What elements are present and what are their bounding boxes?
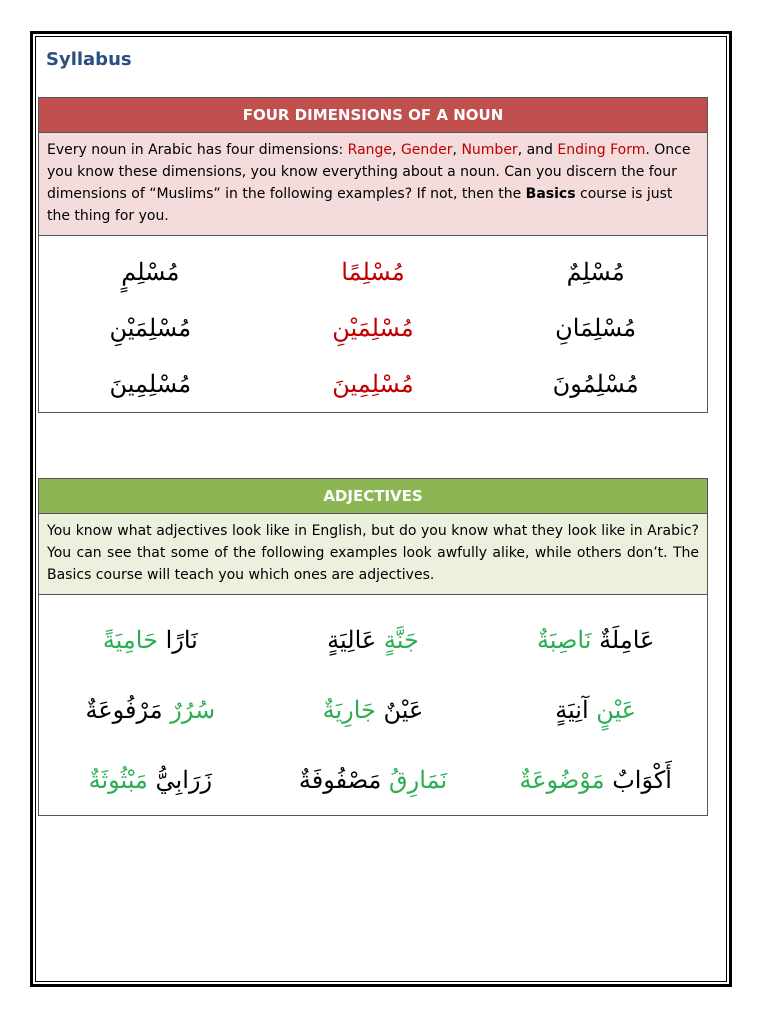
noun-text-sep: , <box>452 142 462 158</box>
example-word: عَامِلَةٌ <box>599 626 655 654</box>
basics-term: Basics <box>525 186 576 202</box>
highlighted-word: مَبْثُوثَةٌ <box>88 766 148 794</box>
gender-term: Gender <box>400 142 453 158</box>
highlighted-word: نَاصِبَةٌ <box>536 626 592 654</box>
highlighted-word: نَمَارِقُ <box>389 766 448 794</box>
noun-dimensions-section <box>38 97 708 413</box>
number-term: Number <box>461 142 518 158</box>
noun-example: مُسْلِمِينَ <box>109 370 192 398</box>
example-word: نَارًا <box>165 626 198 654</box>
highlighted-word: جَنَّةٍ <box>383 626 419 654</box>
adjective-example <box>484 605 707 675</box>
adjective-example <box>39 675 262 745</box>
adjective-example <box>262 745 485 815</box>
highlighted-word: جَارِيَةٌ <box>322 696 376 724</box>
highlighted-word: سُرُرٌ <box>170 696 216 724</box>
noun-section-description <box>39 133 707 236</box>
adjectives-section-header: ADJECTIVES <box>39 479 707 514</box>
example-word: عَالِيَةٍ <box>327 626 377 654</box>
noun-text-sep: , and <box>517 142 558 158</box>
noun-example: مُسْلِمِينَ <box>332 370 414 398</box>
noun-example: مُسْلِمُونَ <box>552 370 639 398</box>
adjective-example <box>39 605 262 675</box>
highlighted-word: حَامِيَةً <box>102 626 158 654</box>
adjective-example <box>484 675 707 745</box>
range-term: Range <box>347 142 393 158</box>
example-word: مَرْفُوعَةٌ <box>85 696 163 724</box>
noun-example: مُسْلِمٌ <box>566 258 625 286</box>
noun-example: مُسْلِمٍ <box>121 258 180 286</box>
example-word: زَرَابِيُّ <box>155 766 213 794</box>
noun-example: مُسْلِمَيْنِ <box>109 314 192 342</box>
example-word: آنِيَةٍ <box>555 696 589 724</box>
noun-text-part: Every noun in Arabic has four dimensions: <box>47 142 348 158</box>
adjective-example <box>484 745 707 815</box>
noun-text-sep: , <box>392 142 401 158</box>
example-word: عَيْنٌ <box>383 696 424 724</box>
adjective-example <box>39 745 262 815</box>
adjectives-section-description: You know what adjectives look like in English, but do you know what they look like in Arabic? You can see that some of the following examples look awfully alike, while others don’t. The Basics course will teach you which ones are adjectives. <box>39 514 707 595</box>
ending-form-term: Ending Form <box>557 142 646 158</box>
highlighted-word: مَوْضُوعَةٌ <box>519 766 605 794</box>
adjectives-section <box>38 478 708 816</box>
adjective-example <box>262 605 485 675</box>
noun-example: مُسْلِمًا <box>341 258 405 286</box>
adjective-example <box>262 675 485 745</box>
adjective-examples-grid <box>39 595 707 815</box>
noun-example: مُسْلِمَانِ <box>555 314 637 342</box>
noun-text-part: . Once you know these dimensions, you know everything about a noun. Can you discern the four dimensions of “Muslims” in the following examples? If not, then the <box>47 142 691 202</box>
page-title: Syllabus <box>46 49 132 70</box>
noun-examples-grid <box>39 236 707 412</box>
example-word: أَكْوَابٌ <box>612 766 672 794</box>
highlighted-word: عَيْنٍ <box>596 696 637 724</box>
noun-text-part: course is just the thing for you. <box>47 186 673 224</box>
noun-section-header: FOUR DIMENSIONS OF A NOUN <box>39 98 707 133</box>
example-word: مَصْفُوفَةٌ <box>298 766 382 794</box>
noun-example: مُسْلِمَيْنِ <box>332 314 414 342</box>
